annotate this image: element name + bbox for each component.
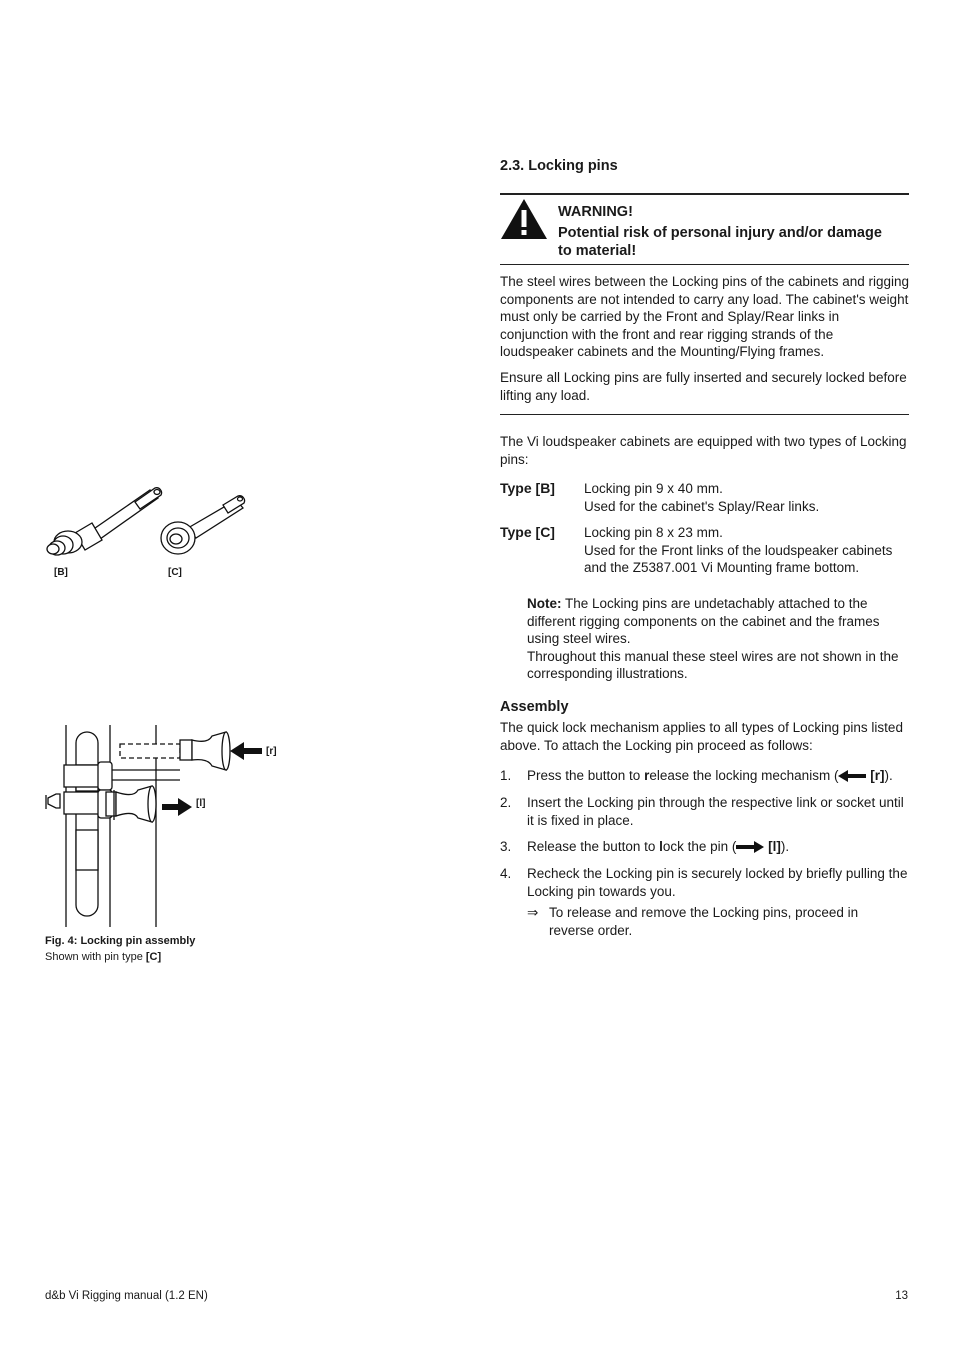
release-arrow-icon xyxy=(838,770,866,782)
warning-bottom-rule xyxy=(500,414,909,415)
warning-title: WARNING! xyxy=(558,204,633,220)
step-2-text: Insert the Locking pin through the respective link or socket until it is fixed in place. xyxy=(527,795,904,828)
type-b-label: Type [B] xyxy=(500,480,555,496)
footer-document-title: d&b Vi Rigging manual (1.2 EN) xyxy=(45,1290,208,1302)
warning-top-rule xyxy=(500,193,909,195)
caption-ref: [C] xyxy=(145,951,162,963)
step-3-end: ). xyxy=(780,839,790,854)
locking-pins-illustration xyxy=(40,478,250,563)
result-text: To release and remove the Locking pins, proceed in reverse order. xyxy=(549,905,859,938)
step-1-pre: Press the button to xyxy=(527,768,645,783)
step-3-pre: Release the button to xyxy=(527,839,660,854)
pin-b-label: [B] xyxy=(54,567,68,578)
step-3-ref: [l] xyxy=(768,839,781,854)
release-arrow-label: [r] xyxy=(266,746,277,757)
note-text-2: Throughout this manual these steel wires are not shown in the corresponding illustrations. xyxy=(527,648,899,681)
result-arrow-icon: ⇒ xyxy=(527,905,539,920)
warning-paragraph-1: The steel wires between the Locking pins of the cabinets and rigging components are not intended to carry any load. The cabinet's weight must only be carried by the Front and Splay/Rear links in conjunction with the front and rear rigging strands of the loudspeaker cabinets and the Mounting/Flying frames. xyxy=(500,274,910,359)
type-c-line1: Locking pin 8 x 23 mm. xyxy=(584,525,723,540)
assembly-heading: Assembly xyxy=(500,699,569,715)
type-b-line1: Locking pin 9 x 40 mm. xyxy=(584,481,723,496)
lock-arrow-label: [l] xyxy=(196,798,206,809)
type-c-label: Type [C] xyxy=(500,524,555,540)
step-4-text: Recheck the Locking pin is securely locked by briefly pulling the Locking pin towards you. xyxy=(527,866,908,899)
lock-arrow-icon xyxy=(736,841,764,853)
warning-middle-rule xyxy=(500,264,909,265)
step-1-key: r xyxy=(644,768,650,783)
warning-triangle-icon xyxy=(500,198,548,240)
footer-page-number: 13 xyxy=(895,1290,908,1302)
step-3-number: 3. xyxy=(500,839,512,854)
pin-c-label: [C] xyxy=(168,567,182,578)
warning-subtitle: Potential risk of personal injury and/or damage to material! xyxy=(558,224,882,259)
figure-caption-subtitle xyxy=(45,951,161,963)
note-label: Note: xyxy=(527,596,562,611)
figure-caption-title: Fig. 4: Locking pin assembly xyxy=(45,935,196,947)
assembly-intro: The quick lock mechanism applies to all types of Locking pins listed above. To attach the Locking pin proceed as follows: xyxy=(500,720,903,753)
note-block xyxy=(527,595,907,683)
step-1-post: elease the locking mechanism ( xyxy=(649,768,839,783)
warning-paragraph-2: Ensure all Locking pins are fully inserted and securely locked before lifting any load. xyxy=(500,370,907,403)
type-b-line2: Used for the cabinet's Splay/Rear links. xyxy=(584,498,820,514)
note-text-1: The Locking pins are undetachably attached to the different rigging components on the cabinet and the frames using steel wires. xyxy=(527,596,880,646)
step-2-number: 2. xyxy=(500,795,512,810)
step-4-number: 4. xyxy=(500,866,512,881)
step-1-end: ). xyxy=(884,768,893,783)
step-3-key: l xyxy=(659,839,663,854)
pin-assembly-illustration xyxy=(40,720,290,930)
warning-block xyxy=(558,203,898,261)
step-1-ref: [r] xyxy=(870,768,885,783)
intro-paragraph: The Vi loudspeaker cabinets are equipped with two types of Locking pins: xyxy=(500,434,907,467)
section-heading: 2.3. Locking pins xyxy=(500,158,618,174)
step-3-post: ock the pin ( xyxy=(662,839,737,854)
step-1-number: 1. xyxy=(500,768,512,783)
type-c-line2: Used for the Front links of the loudspeaker cabinets and the Z5387.001 Vi Mounting frame bottom. xyxy=(584,542,893,575)
caption-prefix: Shown with pin type xyxy=(45,951,146,963)
